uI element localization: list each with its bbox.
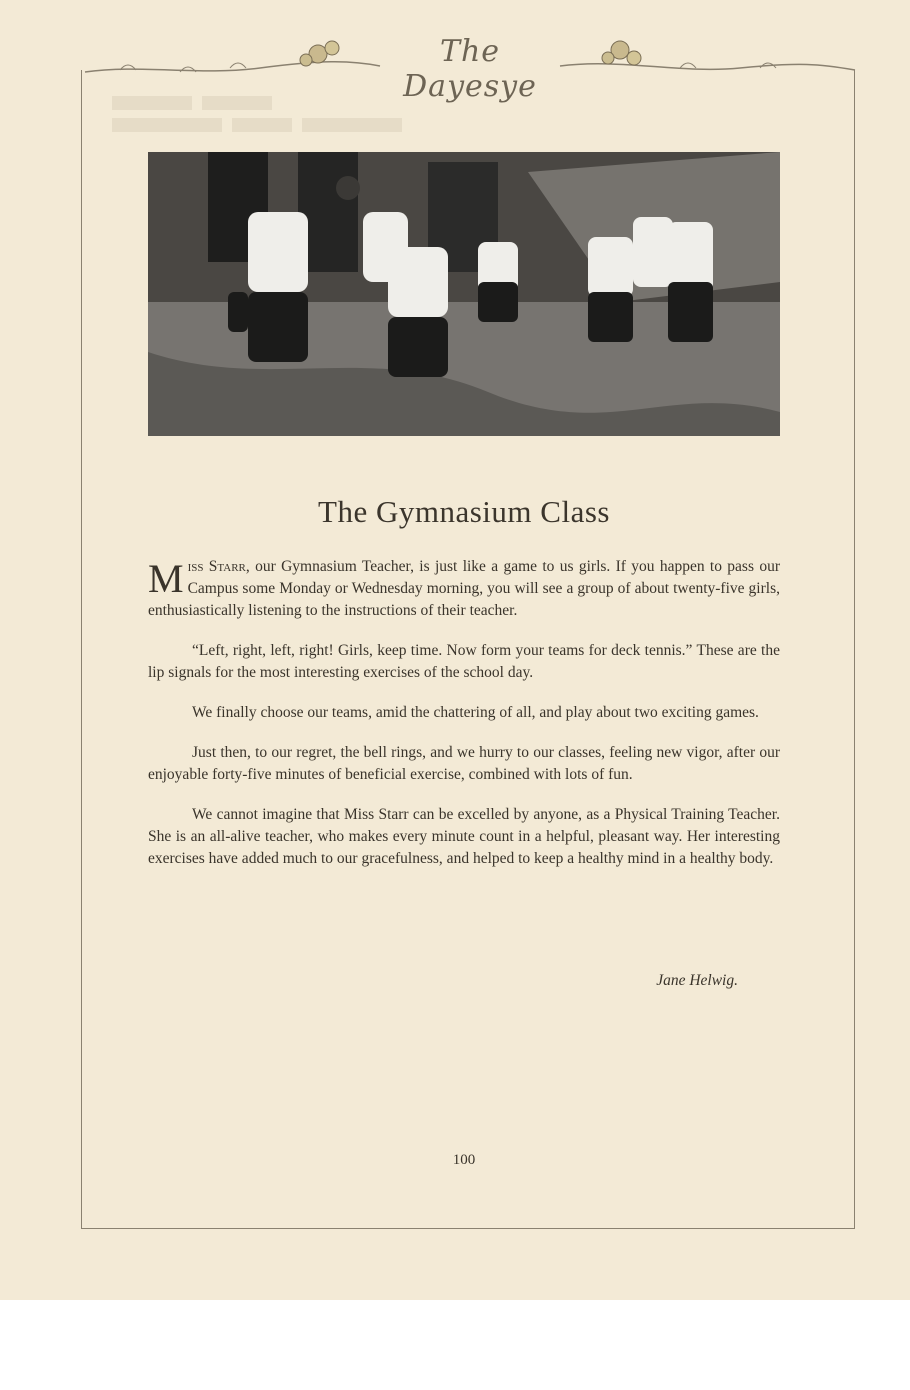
drop-cap: M [148,556,184,601]
paragraph-5: We cannot imagine that Miss Starr can be excelled by anyone, as a Physical Training Teacher. She is an all-alive teacher, who makes every minute count in a helpful, pleasant way. Her interesting exercises have added much to our gracefulness, and helped to keep a healthy mind in a healthy body. [148,806,780,867]
teacher-name-smallcaps: iss Starr [187,558,246,575]
paragraph-4: Just then, to our regret, the bell rings, and we hurry to our classes, feeling new vigor, after our enjoyable forty-five minutes of beneficial exercise, combined with lots of fun. [148,744,780,783]
paragraph-3: We finally choose our teams, amid the chattering of all, and play about two exciting games. [192,704,759,721]
paragraph-1 [148,556,780,622]
author-signature: Jane Helwig. [656,972,738,989]
paragraph-2: “Left, right, left, right! Girls, keep time. Now form your teams for deck tennis.” These are the lip signals for the most interesting exercises of the school day. [148,642,780,681]
paragraph-1-text: , our Gymnasium Teacher, is just like a game to us girls. If you happen to pass our Campus some Monday or Wednesday morning, you will see a group of about twenty-five girls, enthusiastically listening to the instructions of their teacher. [148,558,780,619]
running-title: The Dayesye [403,34,537,104]
article-body [148,556,780,888]
page-number: 100 [452,1152,476,1168]
article-title: The Gymnasium Class [318,494,610,529]
gymnasium-class-photo [148,152,780,436]
